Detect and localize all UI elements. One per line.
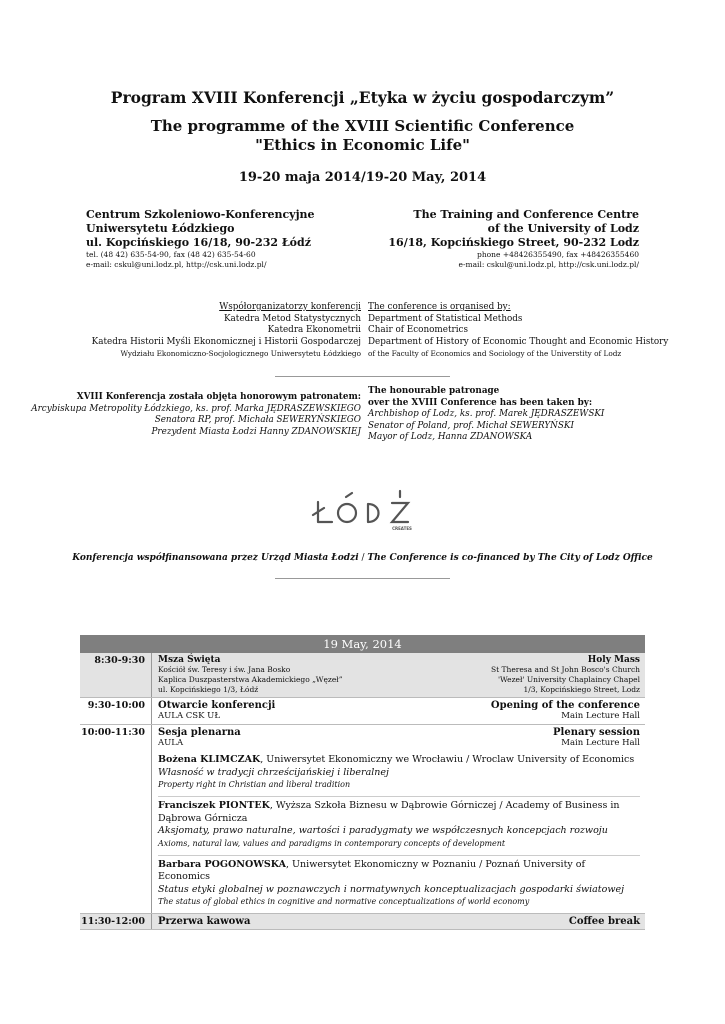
day-header: 19 May, 2014	[80, 635, 645, 653]
talk-speaker: Barbara POGONOWSKA	[158, 858, 286, 870]
organiser-en-item: Department of Statistical Methods	[368, 313, 523, 324]
opening-time: 9:30-10:00	[80, 698, 152, 724]
mass-cell	[152, 653, 645, 697]
opening-place-en: Main Lecture Hall	[561, 711, 640, 721]
talk-title-pl: Własność w tradycji chrześcijańskiej i liberalnej	[158, 766, 389, 778]
venue-pl-phone: tel. (48 42) 635-54-90, fax (48 42) 635-54-60	[86, 250, 256, 259]
talk-speaker: Bożena KLIMCZAK	[158, 754, 261, 765]
mass-pl-line: Kaplica Duszpasterstwa Akademickiego „Węzeł”	[158, 675, 343, 684]
talk-item	[158, 855, 640, 912]
patron-en-item: Senator of Poland, prof. Michał SEWERYŃSKI	[368, 420, 574, 431]
plenary-cell	[152, 725, 645, 913]
divider-1	[275, 376, 450, 377]
coffee-title-en: Coffee break	[568, 916, 640, 927]
organisers-pl	[92, 302, 361, 360]
venue-pl-email: e-mail: cskul@uni.lodz.pl, http://csk.uni.lodz.pl/	[86, 260, 267, 269]
venue-pl	[86, 208, 315, 270]
talk-affiliation: , Uniwersytet Ekonomiczny w Poznaniu / Poznań University of Economics	[158, 858, 586, 882]
talk-affiliation: , Wyższa Szkoła Biznesu w Dąbrowie Górniczej / Academy of Business in Dąbrowa Górnicza	[158, 800, 620, 824]
patron-pl-item: Prezydent Miasta Łodzi Hanny ZDANOWSKIEJ	[151, 426, 361, 437]
logo-tagline: CREATES	[392, 526, 412, 531]
plenary-title-pl: Sesja plenarna	[158, 727, 241, 738]
organiser-en-item: Chair of Econometrics	[368, 325, 468, 336]
mass-en-line: 1/3, Kopcińskiego Street, Lodz	[523, 685, 640, 694]
organisers-en-heading: The conference is organised by:	[368, 302, 511, 312]
cofinance-separator: /	[358, 553, 368, 563]
organiser-pl-item: Katedra Ekonometrii	[267, 325, 361, 336]
talk-affiliation: , Uniwersytet Ekonomiczny we Wrocławiu / Wroclaw University of Economics	[260, 754, 635, 765]
organisers-pl-heading: Współorganizatorzy konferencji	[219, 302, 361, 312]
cofinance-note	[0, 553, 725, 563]
venue-en-line1: The Training and Conference Centre	[413, 208, 639, 221]
talk-title-pl: Aksjomaty, prawo naturalne, wartości i paradygmaty we współczesnych koncepcjach rozwoju	[158, 825, 608, 836]
opening-cell	[152, 698, 645, 724]
talk-title-en: Property right in Christian and liberal tradition	[158, 780, 351, 789]
mass-pl-line: Kościół św. Teresy i św. Jana Bosko	[158, 665, 291, 674]
mass-title-pl: Msza Święta	[158, 655, 221, 665]
patron-pl-item: Senatora RP, prof. Michała SEWERYŃSKIEGO	[154, 415, 361, 425]
plenary-title-en: Plenary session	[553, 727, 640, 738]
title-en	[0, 117, 725, 155]
patron-en-item: Archbishop of Lodz, ks. prof. Marek JĘDRASZEWSKI	[368, 409, 605, 419]
organiser-en-item: of the Faculty of Economics and Sociology of the Universtity of Lodz	[368, 349, 622, 359]
organisers-en	[368, 302, 668, 360]
organiser-pl-item: Wydziału Ekonomiczno-Socjologicznego Uniwersytetu Łódzkiego	[120, 349, 361, 359]
venue-en-line2: of the University of Lodz	[487, 222, 639, 235]
organiser-en-item: Department of History of Economic Thought and Economic History	[368, 336, 669, 347]
title-en-line1: The programme of the XVIII Scientific Conference	[150, 117, 575, 135]
venue-en-line3: 16/18, Kopcińskiego Street, 90-232 Lodz	[388, 236, 639, 249]
talk-title-pl: Status etyki globalnej w poznawczych i normatywnych konceptualizacjach gospodarki światowej	[158, 883, 625, 895]
opening-place-pl: AULA CSK UŁ	[158, 711, 221, 721]
plenary-place-en: Main Lecture Hall	[561, 738, 640, 748]
title-en-line2: "Ethics in Economic Life"	[255, 136, 470, 154]
talk-item	[158, 796, 640, 853]
venue-pl-line2: Uniwersytetu Łódzkiego	[86, 222, 235, 235]
cofinance-pl: Konferencja współfinansowana przez Urząd Miasta Łodzi	[72, 553, 359, 563]
table-row-coffee	[80, 914, 645, 930]
organiser-pl-item: Katedra Historii Myśli Ekonomicznej i Historii Gospodarczej	[91, 336, 361, 347]
patronage-pl-heading: XVIII Konferencja została objęta honorowym patronatem:	[76, 392, 361, 402]
patronage-en-heading-1: The honourable patronage	[368, 386, 500, 396]
programme-table	[80, 635, 645, 930]
opening-title-pl: Otwarcie konferencji	[158, 700, 276, 711]
mass-en-line: 'Wezeł' University Chaplaincy Chapel	[498, 675, 640, 684]
mass-pl-line: ul. Kopcińskiego 1/3, Łódź	[158, 685, 259, 694]
talk-item	[158, 751, 640, 794]
table-row-opening	[80, 698, 645, 725]
table-row-mass	[80, 653, 645, 698]
venue-en	[388, 208, 639, 270]
coffee-time: 11:30-12:00	[80, 914, 152, 929]
coffee-title-pl: Przerwa kawowa	[158, 916, 251, 927]
mass-time: 8:30-9:30	[80, 653, 152, 697]
mass-title-en: Holy Mass	[587, 655, 640, 665]
patronage-en-heading-2: over the XVIII Conference has been taken by:	[368, 397, 593, 408]
patron-pl-item: Arcybiskupa Metropolity Łódzkiego, ks. prof. Marka JĘDRASZEWSKIEGO	[31, 403, 361, 414]
conference-dates: 19-20 maja 2014/19-20 May, 2014	[238, 170, 487, 185]
patronage-en	[368, 386, 604, 444]
title-pl: Program XVIII Konferencji „Etyka w życiu gospodarczym”	[110, 88, 615, 107]
talk-title-en: Axioms, natural law, values and paradigms in contemporary concepts of development	[158, 838, 506, 848]
organiser-pl-item: Katedra Metod Statystycznych	[223, 313, 361, 324]
plenary-place-pl: AULA	[158, 738, 184, 748]
divider-2	[275, 578, 450, 579]
venue-en-email: e-mail: cskul@uni.lodz.pl, http://csk.uni.lodz.pl/	[458, 260, 639, 269]
cofinance-en: The Conference is co-financed by The City of Lodz Office	[367, 553, 653, 563]
venue-pl-line1: Centrum Szkoleniowo-Konferencyjne	[86, 208, 315, 221]
patron-en-item: Mayor of Lodz, Hanna ZDANOWSKA	[368, 432, 533, 442]
opening-title-en: Opening of the conference	[490, 700, 640, 711]
table-row-plenary	[80, 725, 645, 914]
plenary-time: 10:00-11:30	[80, 725, 152, 913]
venue-en-phone: phone +48426355490, fax +48426355460	[477, 250, 639, 259]
lodz-creates-logo	[310, 488, 420, 548]
mass-en-line: St Theresa and St John Bosco's Church	[490, 665, 640, 674]
venue-pl-line3: ul. Kopcińskiego 16/18, 90-232 Łódź	[86, 236, 311, 249]
talk-speaker: Franciszek PIONTEK	[158, 800, 270, 811]
patronage-pl	[31, 392, 361, 438]
coffee-cell	[152, 914, 645, 929]
talk-title-en: The status of global ethics in cognitive and normative conceptualizations of world economy	[158, 897, 530, 906]
